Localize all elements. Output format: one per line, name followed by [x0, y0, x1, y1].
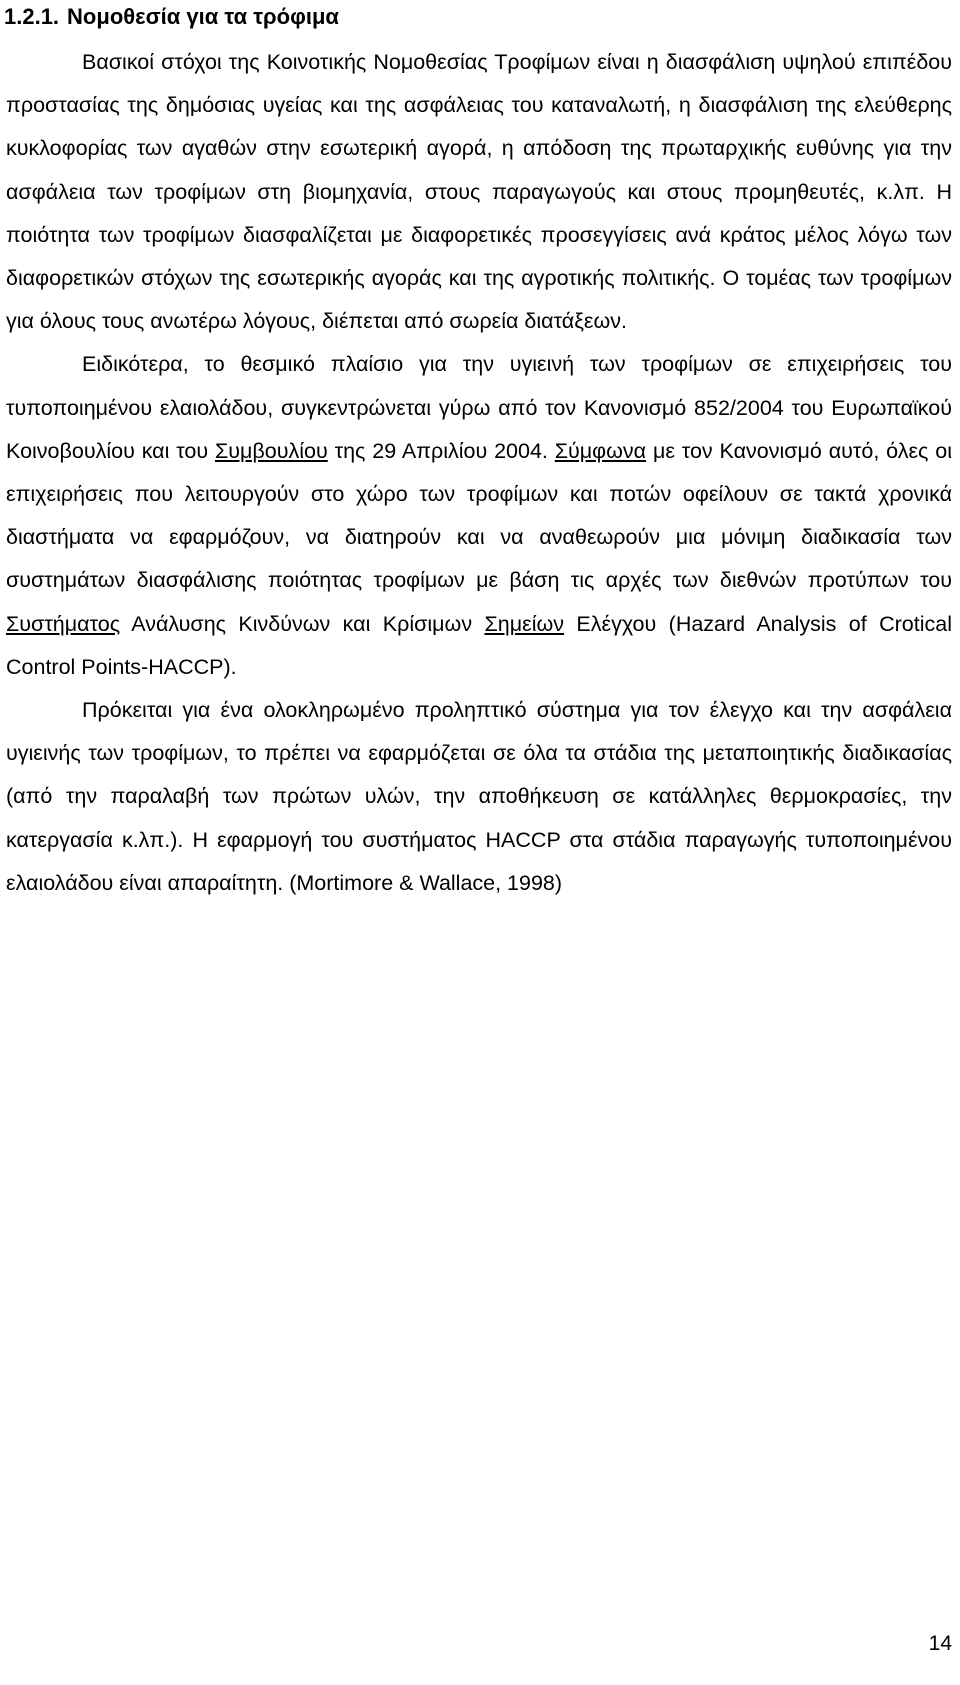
- section-number: 1.2.1.: [4, 4, 60, 29]
- body-text: [6, 41, 952, 905]
- text-run: με τον Κανονισμό αυτό, όλες οι επιχειρήσεις που λειτουργούν στο χώρο των τροφίμων και ποτών οφείλουν σε τακτά χρονικά διαστήματα να εφαρμόζουν, να διατηρούν και να αναθεωρούν μια μόνιμη διαδικασία των συστημάτων διασφάλισης ποιότητας τροφίμων με βάση τις αρχές των διεθνών προτύπων του: [6, 438, 952, 593]
- underlined-text-run: Σημείων: [484, 611, 565, 636]
- paragraph-regulation-852-2004: [6, 343, 952, 689]
- text-run: Ειδικότερα, το θεσμικό πλαίσιο για την υγιεινή των τροφίμων σε επιχειρήσεις του τυποποιημένου ελαιολάδου, συγκεντρώνεται γύρω από τον Κανονισμό 852/2004 του Ευρωπαϊκού Κοινοβουλίου και του: [6, 352, 952, 463]
- section-heading: [4, 2, 339, 32]
- underlined-text-run: Συμβουλίου: [214, 438, 328, 463]
- page-number: 14: [928, 1632, 952, 1655]
- text-run: Ανάλυσης Κινδύνων και Κρίσιμων: [120, 611, 485, 636]
- text-run: Βασικοί στόχοι της Κοινοτικής Νομοθεσίας Τροφίμων είναι η διασφάλιση υψηλού επιπέδου προστασίας της δημόσιας υγείας και της ασφάλειας του καταναλωτή, η διασφάλιση της ελεύθερης κυκλοφορίας των αγαθών στην εσωτερική αγορά, η απόδοση της πρωταρχικής ευθύνης για την ασφάλεια των τροφίμων στη βιομηχανία, στους παραγωγούς και στους προμηθευτές, κ.λπ. Η ποιότητα των τροφίμων διασφαλίζεται με διαφορετικές προσεγγίσεις ανά κράτος μέλος λόγω των διαφορετικών στόχων της εσωτερικής αγοράς και της αγροτικής πολιτικής. Ο τομέας των τροφίμων για όλους τους ανωτέρω λόγους, διέπεται από σωρεία διατάξεων.: [6, 50, 952, 334]
- text-run: της 29 Απριλίου 2004.: [327, 438, 555, 463]
- text-run: Ελέγχου (Hazard Analysis of Crotical Control Points-HACCP).: [6, 611, 952, 679]
- underlined-text-run: Συστήματος: [6, 611, 121, 636]
- text-run: Πρόκειται για ένα ολοκληρωμένο προληπτικό σύστημα για τον έλεγχο και την ασφάλεια υγιεινής των τροφίμων, το πρέπει να εφαρμόζεται σε όλα τα στάδια της μεταποιητικής διαδικασίας (από την παραλαβή των πρώτων υλών, την αποθήκευση σε κατάλληλες θερμοκρασίες, την κατεργασία κ.λπ.). Η εφαρμογή του συστήματος HACCP στα στάδια παραγωγής τυποποιημένου ελαιολάδου είναι απαραίτητη. (Mortimore & Wallace, 1998): [6, 698, 952, 895]
- section-title: Νομοθεσία για τα τρόφιμα: [67, 4, 339, 29]
- paragraph-legislation-goals: [6, 41, 952, 343]
- paragraph-haccp-system: [6, 689, 952, 905]
- underlined-text-run: Σύμφωνα: [554, 438, 647, 463]
